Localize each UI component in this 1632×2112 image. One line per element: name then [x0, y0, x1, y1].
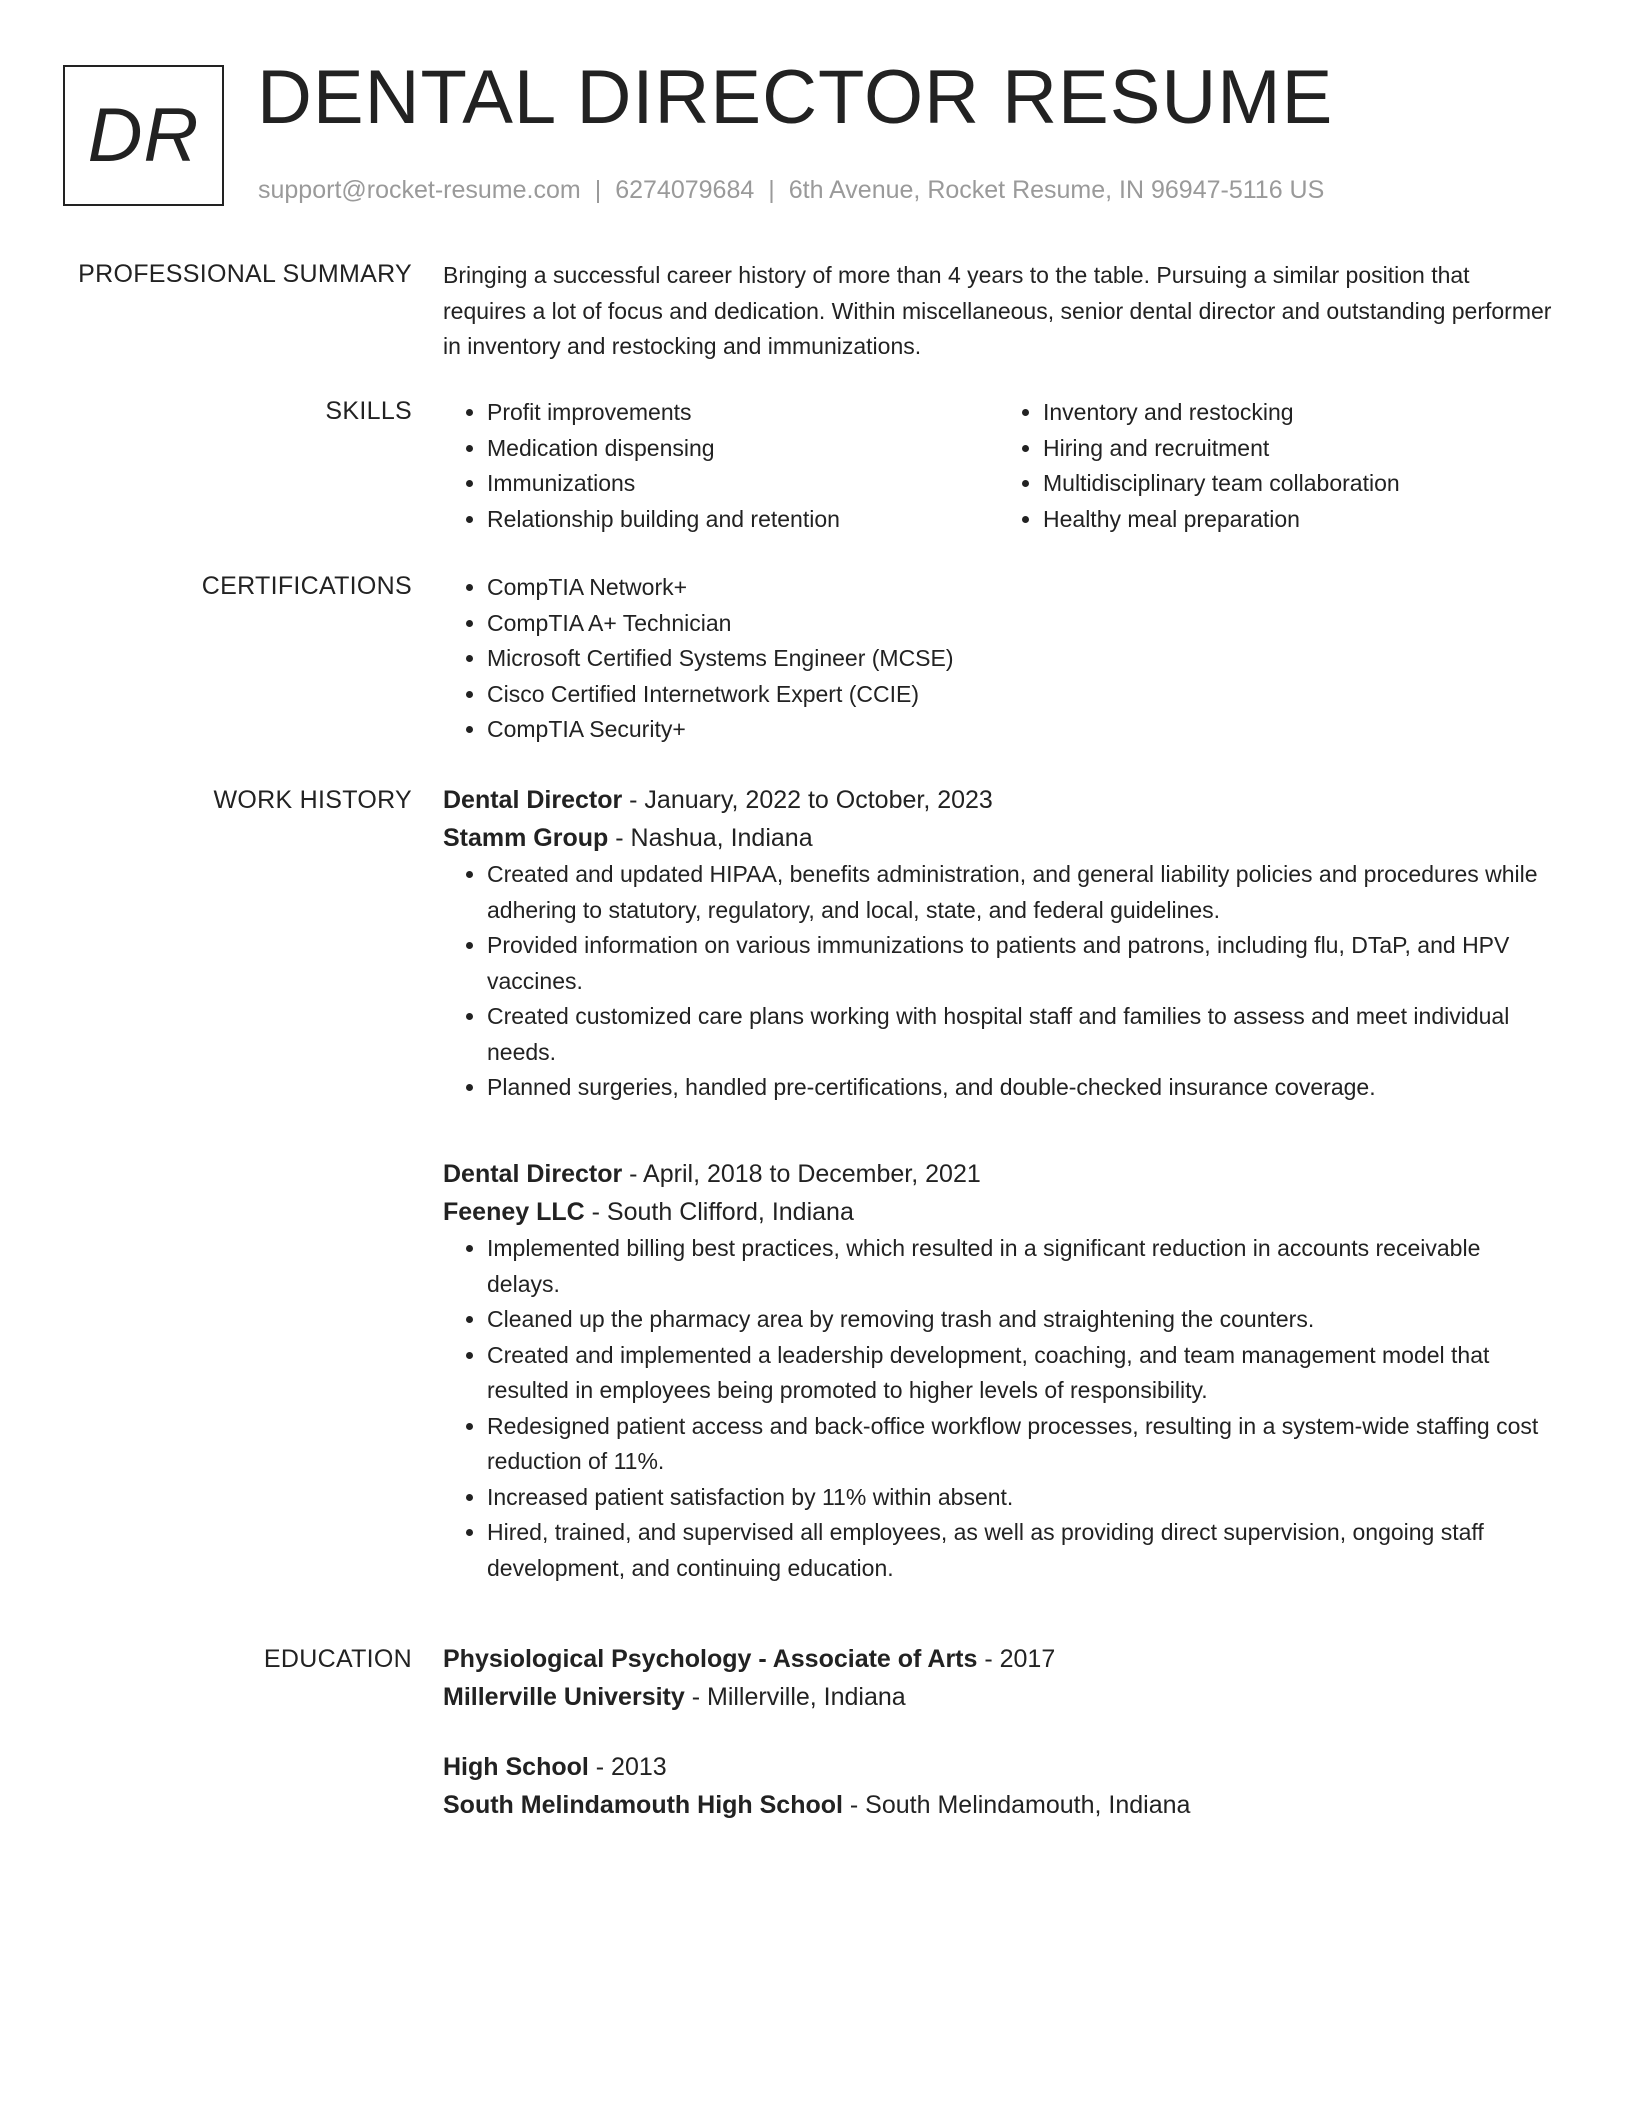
list-item: • Planned surgeries, handled pre-certifications, and double-checked insurance coverage. — [487, 1070, 1555, 1106]
job-bullets — [443, 857, 1555, 1106]
education-school: Millerville University — [443, 1682, 685, 1711]
job-title-line — [443, 1156, 1555, 1194]
education-school-line — [443, 1679, 1555, 1717]
section-label-summary: PROFESSIONAL SUMMARY — [78, 260, 412, 288]
contact-phone: 6274079684 — [615, 176, 755, 204]
job-bullets — [443, 1231, 1555, 1586]
list-item: • Created and updated HIPAA, benefits administration, and general liability policies and procedures while adhering to statutory, regulatory, and local, state, and federal guidelines. — [487, 857, 1555, 928]
section-label-work: WORK HISTORY — [213, 786, 412, 814]
education-school-line — [443, 1787, 1555, 1825]
education-body — [443, 1641, 1555, 1819]
monogram: DR — [63, 65, 224, 206]
skills-body — [443, 395, 1555, 537]
education-location: - South Melindamouth, Indiana — [842, 1790, 1191, 1819]
education-entry — [443, 1641, 1555, 1716]
education-degree-line — [443, 1641, 1555, 1679]
contact-separator: | — [768, 176, 775, 204]
list-item: • Redesigned patient access and back-office workflow processes, resulting in a system-wide staffing cost reduction of 11%. — [487, 1409, 1555, 1480]
list-item: • Immunizations — [487, 466, 999, 502]
list-item: • Relationship building and retention — [487, 502, 999, 538]
job-company-line — [443, 820, 1555, 858]
list-item: • Hired, trained, and supervised all employees, as well as providing direct supervision, ongoing staff development, and continuing education. — [487, 1515, 1555, 1586]
section-label-skills: SKILLS — [325, 397, 412, 425]
list-item: • Cleaned up the pharmacy area by removing trash and straightening the counters. — [487, 1302, 1555, 1338]
contact-address: 6th Avenue, Rocket Resume, IN 96947-5116 US — [788, 176, 1325, 204]
skills-list-right — [999, 395, 1555, 537]
section-label-certifications: CERTIFICATIONS — [201, 572, 412, 600]
job-company-line — [443, 1194, 1555, 1232]
certifications-body — [443, 570, 1555, 748]
job-location: - South Clifford, Indiana — [584, 1197, 854, 1226]
list-item: • Inventory and restocking — [1043, 395, 1555, 431]
contact-separator: | — [594, 176, 602, 204]
education-degree: High School — [443, 1753, 589, 1781]
job-company: Stamm Group — [443, 823, 609, 852]
job-title: Dental Director — [443, 1160, 623, 1188]
education-school: South Melindamouth High School — [443, 1790, 843, 1819]
list-item: • CompTIA Security+ — [487, 712, 1555, 748]
job-entry — [443, 782, 1555, 1106]
page-title: DENTAL DIRECTOR RESUME — [257, 55, 1334, 140]
education-year: - 2017 — [977, 1645, 1056, 1673]
job-title-line — [443, 782, 1555, 820]
list-item: • Medication dispensing — [487, 431, 999, 467]
list-item: • CompTIA A+ Technician — [487, 606, 1555, 642]
job-entry — [443, 1156, 1555, 1586]
list-item: • Cisco Certified Internetwork Expert (CCIE) — [487, 677, 1555, 713]
section-label-education: EDUCATION — [263, 1645, 412, 1673]
education-location: - Millerville, Indiana — [684, 1682, 906, 1711]
list-item: • Hiring and recruitment — [1043, 431, 1555, 467]
list-item: • CompTIA Network+ — [487, 570, 1555, 606]
list-item: • Created and implemented a leadership development, coaching, and team management model that resulted in employees being promoted to higher levels of responsibility. — [487, 1338, 1555, 1409]
list-item: • Created customized care plans working with hospital staff and families to assess and meet individual needs. — [487, 999, 1555, 1070]
job-company: Feeney LLC — [443, 1197, 585, 1226]
work-body — [443, 782, 1555, 1581]
job-dates: - January, 2022 to October, 2023 — [622, 786, 993, 814]
list-item: • Healthy meal preparation — [1043, 502, 1555, 538]
job-dates: - April, 2018 to December, 2021 — [622, 1160, 981, 1188]
education-degree: Physiological Psychology - Associate of Arts — [443, 1645, 978, 1673]
skills-list-left — [443, 395, 999, 537]
list-item: • Profit improvements — [487, 395, 999, 431]
education-entry — [443, 1749, 1555, 1824]
list-item: • Implemented billing best practices, which resulted in a significant reduction in accounts receivable delays. — [487, 1231, 1555, 1302]
job-title: Dental Director — [443, 786, 623, 814]
certifications-list — [443, 570, 1555, 748]
job-location: - Nashua, Indiana — [608, 823, 813, 852]
education-year: - 2013 — [588, 1753, 667, 1781]
summary-text: Bringing a successful career history of more than 4 years to the table. Pursuing a similar position that requires a lot of focus and dedication. Within miscellaneous, senior dental director and outstanding performer in inventory and restocking and immunizations. — [443, 262, 1552, 359]
contact-email: support@rocket-resume.com — [258, 176, 581, 204]
list-item: • Increased patient satisfaction by 11% within absent. — [487, 1480, 1555, 1516]
list-item: • Provided information on various immunizations to patients and patrons, including flu, DTaP, and HPV vaccines. — [487, 928, 1555, 999]
education-degree-line — [443, 1749, 1555, 1787]
list-item: • Microsoft Certified Systems Engineer (MCSE) — [487, 641, 1555, 677]
summary-body — [443, 258, 1555, 365]
list-item: • Multidisciplinary team collaboration — [1043, 466, 1555, 502]
contact-line — [258, 176, 1324, 205]
